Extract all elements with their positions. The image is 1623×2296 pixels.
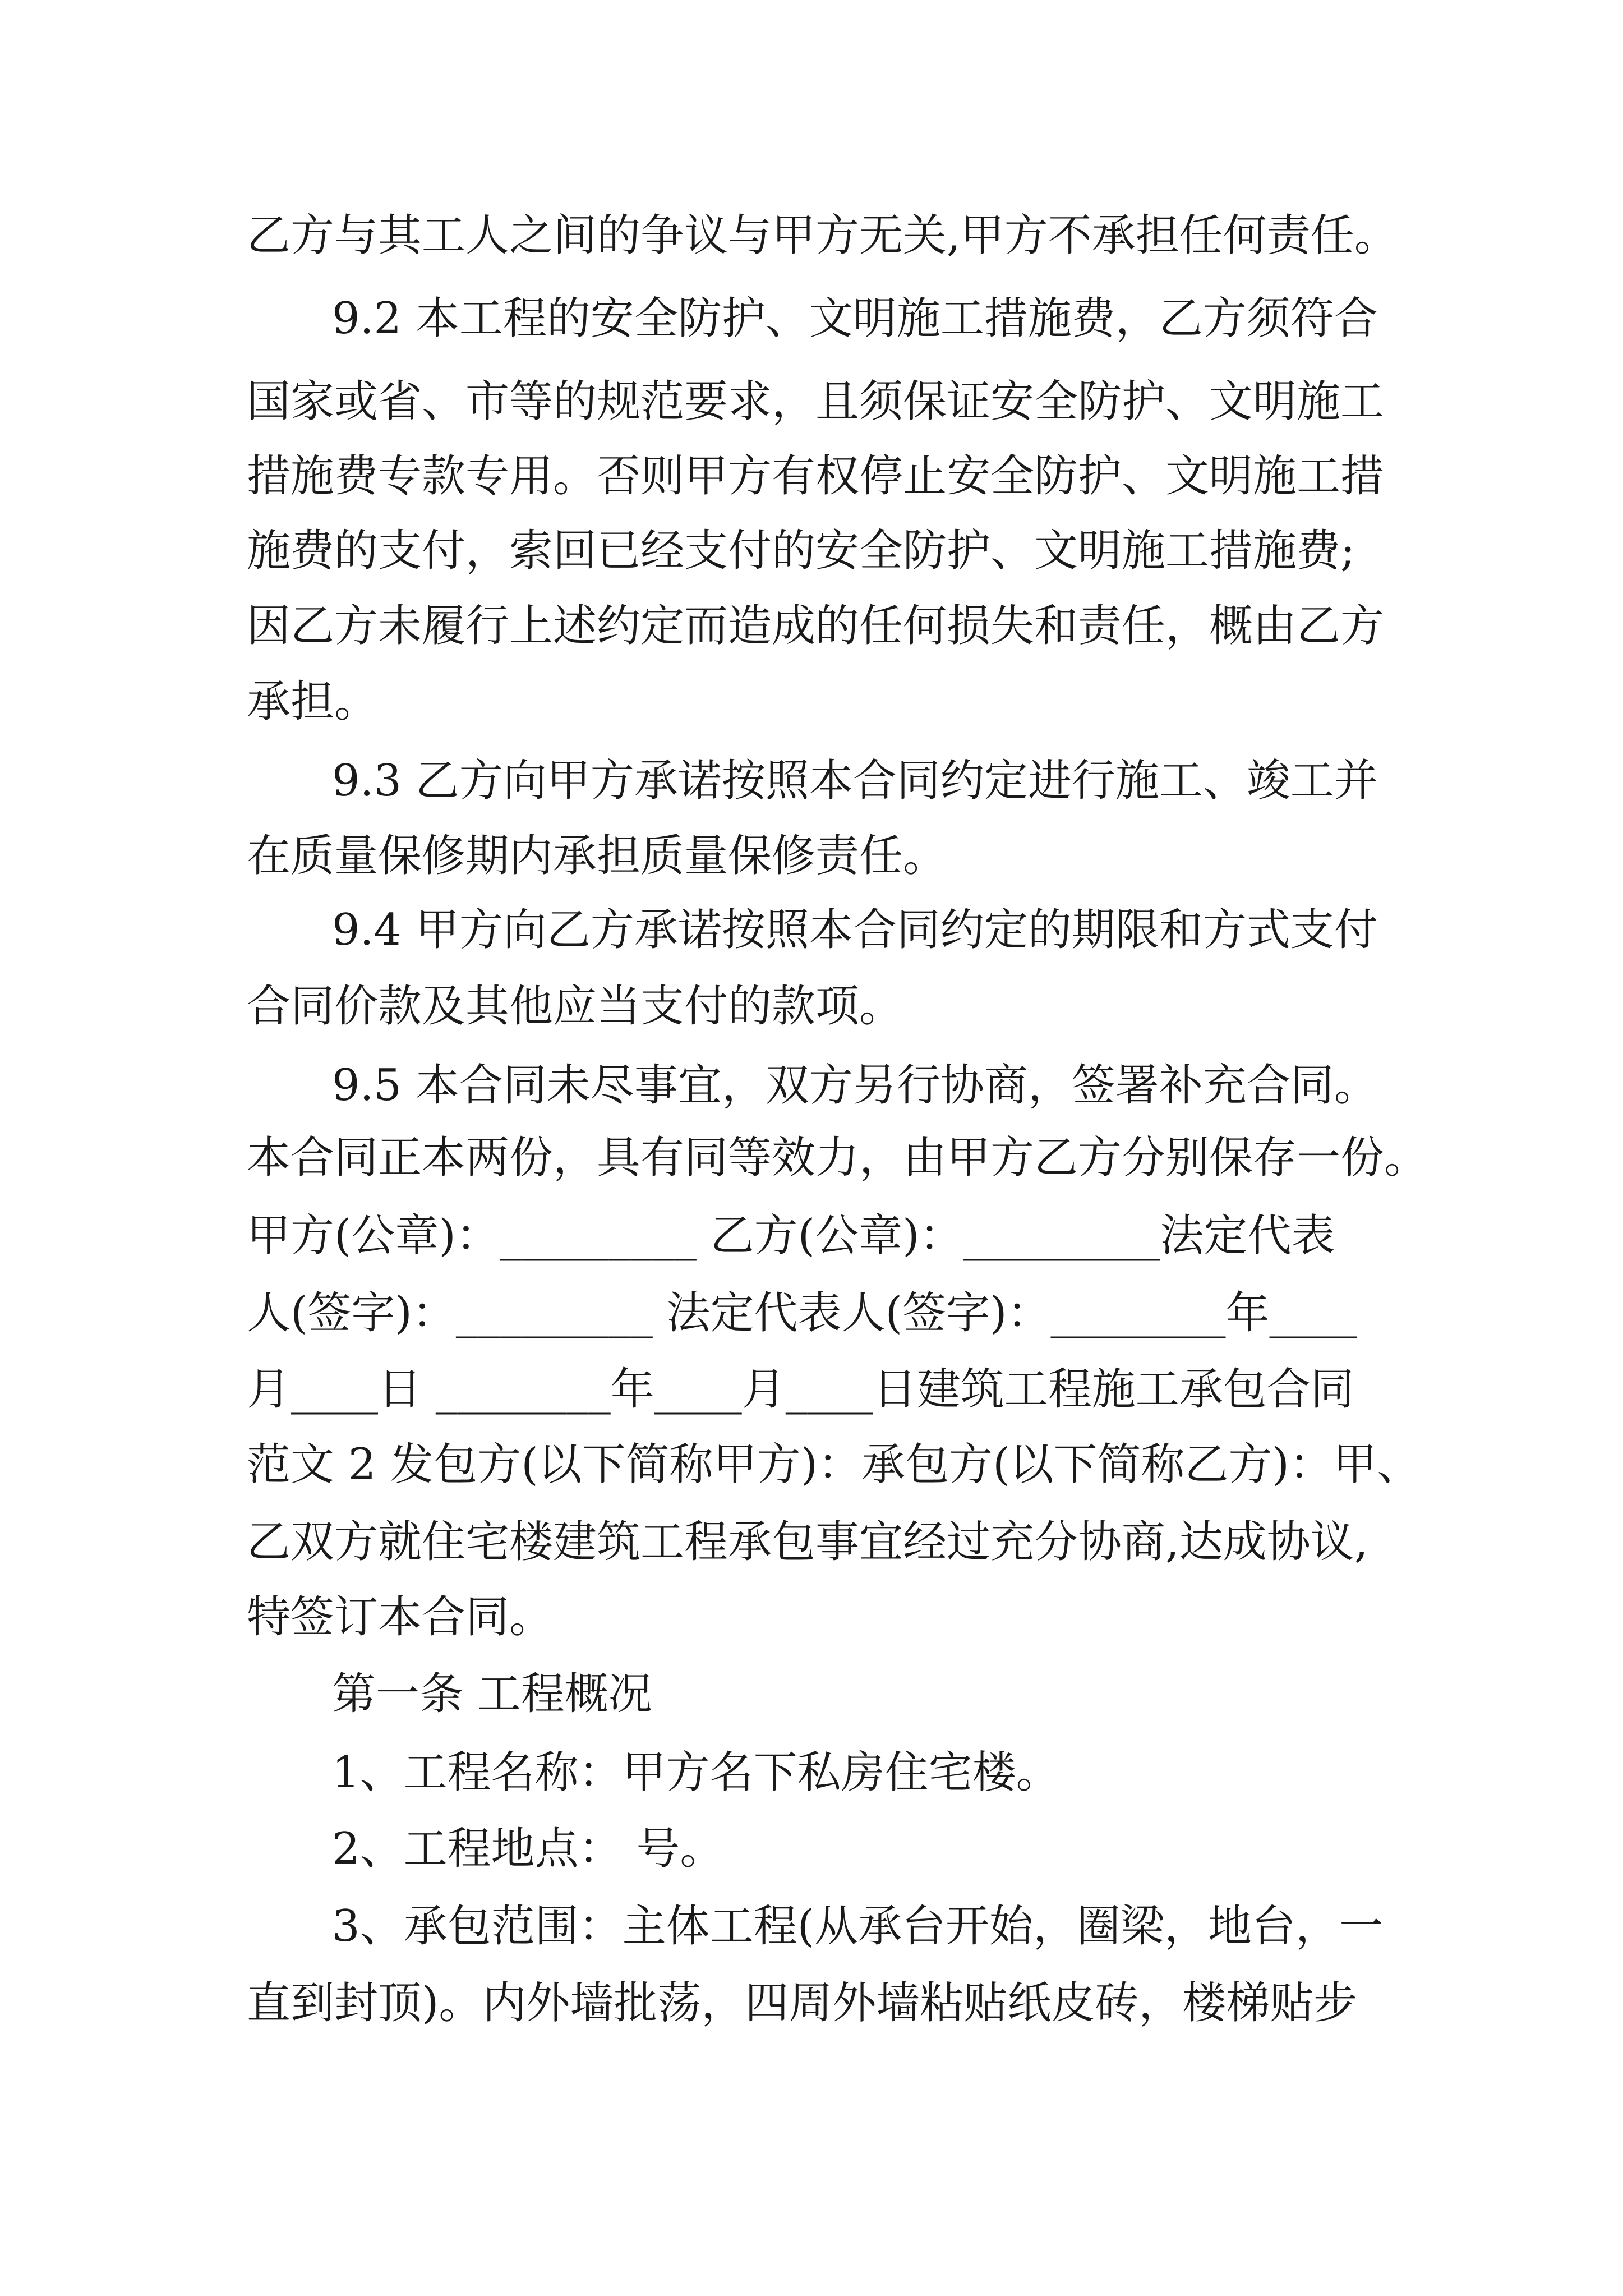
- text-line: [0, 891, 1623, 969]
- line-text: 9.2 本工程的安全防护、文明施工措施费，乙方须符合: [332, 293, 1378, 344]
- line-text: 9.5 本合同未尽事宜，双方另行协商，签署补充合同。: [332, 1060, 1378, 1111]
- line-text: 甲方(公章)：_________ 乙方(公章)：_________法定代表: [247, 1211, 1335, 1261]
- text-line: [0, 1810, 1623, 1888]
- text-line: [0, 1197, 1623, 1275]
- line-text: 特签订本合同。: [247, 1592, 554, 1642]
- text-line: [0, 1425, 1623, 1504]
- text-line: [0, 1274, 1623, 1352]
- text-line: [0, 817, 1623, 895]
- text-line: [0, 1578, 1623, 1657]
- line-text: 措施费专款专用。否则甲方有权停止安全防护、文明施工措: [247, 451, 1385, 501]
- line-text: 9.3 乙方向甲方承诺按照本合同约定进行施工、竣工并: [332, 756, 1378, 806]
- line-text: 承担。: [247, 677, 379, 727]
- text-line: [0, 1350, 1623, 1429]
- text-line: [0, 196, 1623, 275]
- text-line: [0, 587, 1623, 665]
- text-line: [0, 1119, 1623, 1197]
- text-line: [0, 1887, 1623, 1966]
- line-text: 1、工程名称：甲方名下私房住宅楼。: [332, 1747, 1060, 1798]
- text-line: [0, 437, 1623, 516]
- text-line: [0, 662, 1623, 741]
- line-text: 9.4 甲方向乙方承诺按照本合同约定的期限和方式支付: [332, 905, 1378, 955]
- line-text: 乙方与其工人之间的争议与甲方无关,甲方不承担任何责任。: [247, 210, 1398, 261]
- line-text: 在质量保修期内承担质量保修责任。: [247, 831, 947, 881]
- text-line: [0, 1733, 1623, 1812]
- line-text: 因乙方未履行上述约定而造成的任何损失和责任，概由乙方: [247, 601, 1385, 651]
- line-text: 乙双方就住宅楼建筑工程承包事宜经过充分协商,达成协议,: [247, 1517, 1368, 1567]
- line-text: 人(签字)：_________ 法定代表人(签字)：________年____: [247, 1288, 1357, 1338]
- line-text: 本合同正本两份，具有同等效力，由甲方乙方分别保存一份。: [247, 1133, 1428, 1183]
- text-line: [0, 1503, 1623, 1581]
- line-text: 施费的支付，索回已经支付的安全防护、文明施工措施费;: [247, 526, 1355, 576]
- line-text: 国家或省、市等的规范要求，且须保证安全防护、文明施工: [247, 376, 1385, 427]
- line-text: 2、工程地点： 号。: [332, 1824, 724, 1874]
- line-text: 3、承包范围：主体工程(从承台开始，圈梁，地台，一: [332, 1901, 1384, 1952]
- line-text: 直到封顶)。内外墙批荡，四周外墙粘贴纸皮砖，楼梯贴步: [247, 1978, 1358, 2028]
- line-text: 合同价款及其他应当支付的款项。: [247, 981, 903, 1032]
- section-heading: [0, 1655, 1623, 1733]
- text-line: [0, 362, 1623, 441]
- text-line: [0, 742, 1623, 820]
- text-line: [0, 1964, 1623, 2042]
- line-text: 第一条 工程概况: [332, 1669, 652, 1719]
- text-line: [0, 512, 1623, 590]
- text-line: [0, 279, 1623, 358]
- line-text: 范文 2 发包方(以下简称甲方)：承包方(以下简称乙方)：甲、: [247, 1439, 1421, 1490]
- text-line: [0, 967, 1623, 1046]
- text-line: [0, 1046, 1623, 1125]
- line-text: 月____日 ________年____月____日建筑工程施工承包合同: [247, 1364, 1354, 1415]
